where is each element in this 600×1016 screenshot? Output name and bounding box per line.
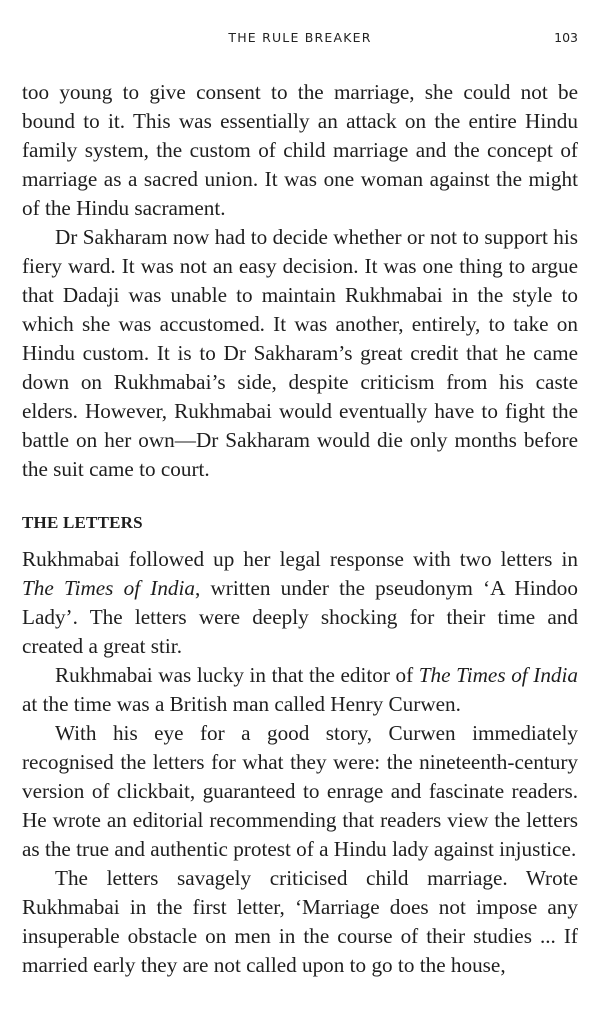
text-run: Rukhmabai was lucky in that the editor of <box>55 663 419 687</box>
body-text <box>22 78 578 980</box>
paragraph: too young to give consent to the marriage, she could not be bound to it. This was essentially an attack on the entire Hindu family system, the custom of child marriage and the concept of marriage as a sacred union. It was one woman against the might of the Hindu sacrament. <box>22 80 578 220</box>
paragraph <box>22 661 578 719</box>
text-run: at the time was a British man called Henry Curwen. <box>22 692 461 716</box>
paragraph: Dr Sakharam now had to decide whether or not to support his fiery ward. It was not an easy decision. It was one thing to argue that Dadaji was unable to maintain Rukhmabai in the style to which she was accustomed. It was another, entirely, to take on Hindu custom. It is to Dr Sakharam’s great credit that he came down on Rukhmabai’s side, despite criticism from his caste elders. However, Rukhmabai would eventually have to fight the battle on her own—Dr Sakharam would die only months before the suit came to court. <box>22 225 578 481</box>
paragraph <box>22 545 578 661</box>
publication-title: The Times of India <box>22 576 195 600</box>
running-header <box>22 30 578 50</box>
text-run: Rukhmabai followed up her legal response with two letters in <box>22 547 578 571</box>
publication-title: The Times of India <box>418 663 578 687</box>
text-run: , written under the pseudonym ‘A Hindoo Lady’. The letters were deeply shocking for their time and created a great stir. <box>22 576 578 658</box>
running-title: THE RULE BREAKER <box>228 30 372 45</box>
paragraph: With his eye for a good story, Curwen immediately recognised the letters for what they were: the nineteenth-century version of clickbait, guaranteed to enrage and fascinate readers. He wrote an editorial recommending that readers view the letters as the true and authentic protest of a Hindu lady against injustice. <box>22 721 578 861</box>
paragraph: The letters savagely criticised child marriage. Wrote Rukhmabai in the first letter, ‘Marriage does not impose any insuperable obstacle on men in the course of their studies ... If married early they are not called upon to go to the house, <box>22 866 578 977</box>
section-heading: THE LETTERS <box>22 513 143 532</box>
page-number: 103 <box>554 30 578 45</box>
